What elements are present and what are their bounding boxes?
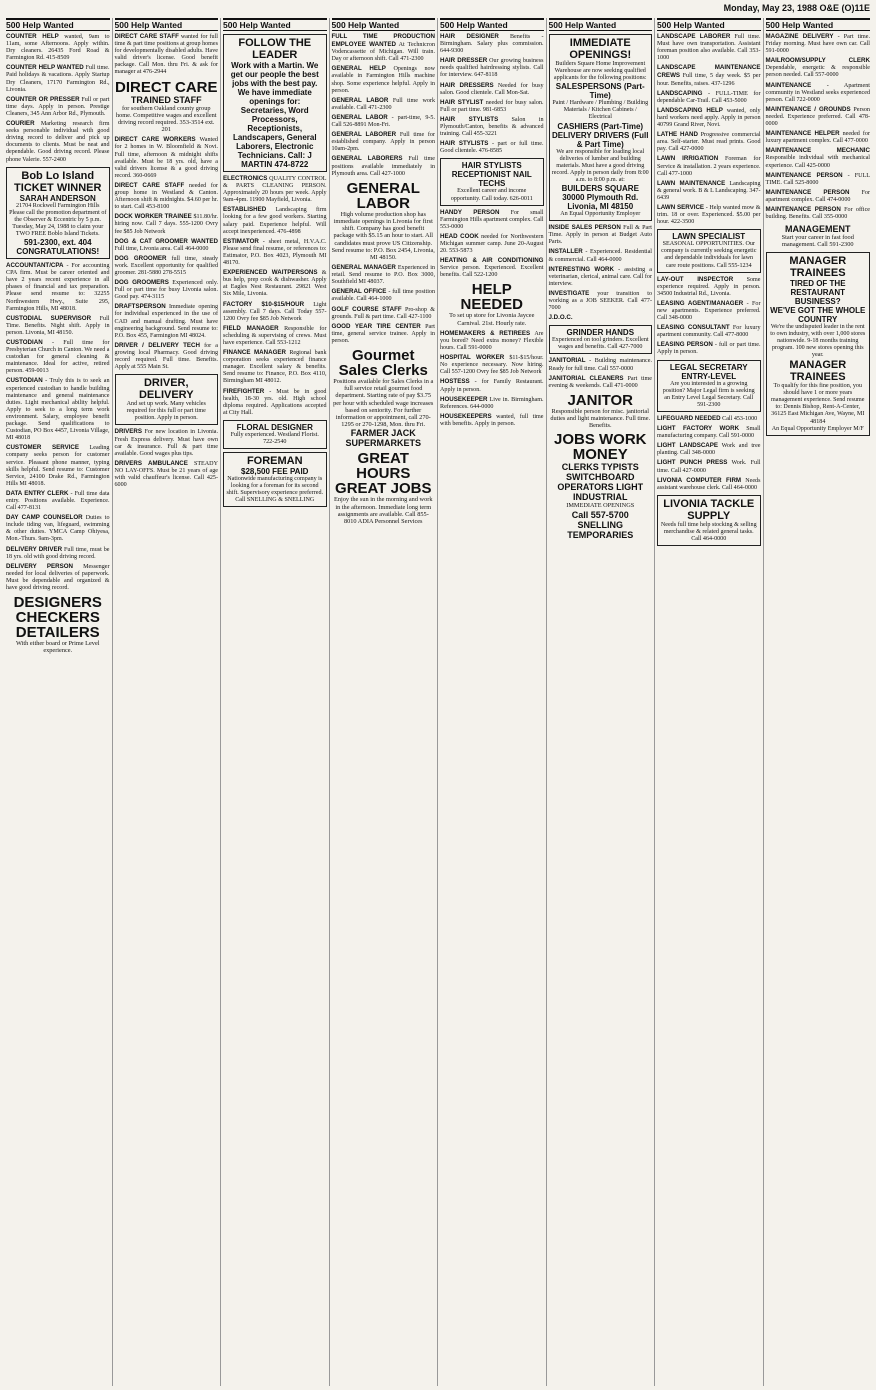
listing: JANITORIAL - Building maintenance. Ready for full time. Call 557-0000 (548, 357, 652, 372)
boxed-ad: LIVONIA TACKLE SUPPLY Needs full time help stocking & selling merchandise & related general tasks. Call 464-0000 (657, 495, 761, 546)
listing: DRIVERS For new location in Livonia. Fresh Express delivery. Must have own car & insurance. Full & part time available. Good wages plus tips. (114, 428, 219, 457)
listing: HAIR STYLISTS - part or full time. Good clientele. 476-8585 (440, 140, 544, 155)
listing: FACTORY $10-$15/HOUR Light assembly. Call 7 days. Call Today 557-1200 Ovry fee $85 Job Network (223, 300, 327, 322)
listing: LIGHT LANDSCAPE Work and tree planting. Call 348-0000 (657, 442, 761, 457)
listing: MAINTENANCE MECHANIC Responsible individual with mechanical experience. Call 425-0000 (765, 147, 870, 169)
listing: LEASING PERSON - full or part time. Apply in person. (657, 341, 761, 356)
manager-trainees-ad: MANAGER TRAINEES TIRED OF THE RESTAURANT BUSINESS? WE'VE GOT THE WHOLE COUNTRY We're the undisputed leader in the rent to own industry, with over 1,000 stores nationwide. 9-18 months training program. 100 new stores opening this year. MANAGER TRAINEES To qualify for this fine position, you should have 1 or more years management experience. Send resume to: Dennis Bishop, Rent-A-Center, 36125 East Michigan Ave, Wayne, MI 48184 An Equal Opportunity Employer M/F (766, 252, 871, 436)
listing: ESTABLISHED Landscaping firm looking for a few good workers. Starting salary paid. Experience helpful. Will accept inexperienced. 476-4898 (223, 206, 327, 235)
listing: MAINTENANCE HELPER needed for luxury apartment complex. Call 477-0000 (765, 130, 870, 145)
listing: DAY CAMP COUNSELOR Duties to include tiding van, lifeguard, swimming & other duties. YMCA Camp Ohiyesa, Mon.-Thurs. 9am-3pm. (6, 514, 110, 543)
listing: CUSTODIAL SUPERVISOR Full Time. Benefits. Night shift. Apply in person. Livonia, MI 48150. (6, 314, 110, 336)
listing: HOMEMAKERS & RETIREES Are you bored? Need extra money? Flexible hours. Call 591-0000 (440, 329, 544, 352)
listing: CUSTODIAN - Truly this is to seek an experienced custodian to handle building maintenance and general maintenance duties. Light mechanical ability helpful. Apply to seek to a long term work environment. Salary, employee benefit package. Send qualifications to Custodian, PO Box 4457, Livonia Village, MI 48018 (6, 377, 110, 442)
boxed-ad: GRINDER HANDS Experienced on tool grinders. Excellent wages and benefits. Call 427-7000 (549, 325, 653, 354)
listing: GENERAL MANAGER Experienced in retail. Send resume to P.O. Box 3000, Southfield MI 48037. (331, 264, 436, 286)
listing: COUNTER HELP wanted, 9am to 11am, some Afternoons. Apply within. Dry cleaners. 26435 Ford Road & Farmington Rd. 415-8509 (6, 33, 110, 62)
listing: HAIR DRESSER Our growing business needs qualified hairdressing stylists. Call for interview. 647-8118 (440, 57, 544, 79)
ticket-winner-box: Bob Lo Island TICKET WINNER SARAH ANDERSON 21704 Rockwell Farmington Hills Please call the promotion department of the Observer & Eccentric by 5 p.m. Tuesday, May 24, 1988 to claim your TWO FREE Boblo Island Tickets. 591-2300, ext. 404 CONGRATULATIONS! (6, 167, 110, 259)
display-ad: GENERAL LABOR High volume production shop has immediate openings in Livonia for first shift. Company has good benefit package with $5.15 an hour to start. All candidates must prove US Citizenship. Send resume to: P.O. Box 2454, Livonia, MI 48150. (331, 179, 435, 261)
listing: HEATING & AIR CONDITIONING Service person. Experienced. Excellent benefits. Call 522-1200 (440, 257, 544, 279)
listing: DOCK WORKER TRAINEE $11.80/hr. hiring now. Call 7 days. 555-1200 Ovry fee $85 Job Network (114, 213, 218, 235)
listing: FULL TIME PRODUCTION EMPLOYEE WANTED At Technicron Vodencassette of Michigan. Will train. Day or afternoon shift. Call 471-2300 (331, 33, 436, 63)
listing: MAINTENANCE / GROUNDS Person needed. Experience preferred. Call 478-0000 (765, 105, 870, 128)
listing: DIRECT CARE STAFF wanted for full time & part time positions at group homes for developmentally disabled adults. Have valid driver's license. Good benefit package. Call Mon. thru Fri. & ask for manager at 476-2944 (114, 33, 218, 76)
boxed-ad: FLORAL DESIGNER Fully experienced. Westland Florist. 722-2540 (223, 420, 327, 449)
listing: DOG GROOMERS Experienced only. Full or part time for busy Livonia salon. Good pay. 474-3115 (114, 279, 218, 301)
listing: LATHE HAND Progressive commercial area. Self-starter. Must read prints. Good pay. Call 427-0000 (657, 131, 761, 153)
listing: FINANCE MANAGER Regional bank corporation seeks experienced finance manager. Excellent salary & benefits. Send resume to: Finance, P.O. Box 4110, Birmingham MI 48012. (223, 349, 327, 385)
boxed-ad: FOLLOW THE LEADER Work with a Martin. We get our people the best jobs with the best pay. We have immediate openings for: Secretaries, Word Processors, Receptionists, Landscapers, General Laborers, Electronic Technicians. Call: J MARTIN 474-8722 (223, 34, 327, 172)
listing: LEASING CONSULTANT For luxury apartment community. Call 477-8000 (657, 324, 761, 339)
listing: ELECTRONICS QUALITY CONTROL & PARTS CLEANING PERSON. Approximately 20 hours per week. Apply 9am-4pm. 11900 Mayfield, Livonia. (223, 175, 327, 204)
listing: HOUSEKEEPERS wanted, full time with benefits. Apply in person. (440, 412, 544, 427)
listing: DRIVER / DELIVERY TECH for a growing local Pharmacy. Good driving record required. Full time. Benefits. Apply at 555 Main St. (114, 341, 218, 371)
column-7 (655, 18, 764, 1386)
listing: DOG & CAT GROOMER WANTED Full time, Livonia area. Call 464-0000 (114, 237, 218, 252)
boxed-ad: LAWN SPECIALIST SEASONAL OPPORTUNITIES. Our company is currently seeking energetic and dependable individuals for lawn care route positions. Call 555-1234 (657, 229, 761, 272)
listing: DOG GROOMER full time, steady work. Excellent opportunity for qualified groomer. 281-5880 278-5515 (114, 254, 218, 276)
listing: JANITORIAL CLEANERS Part time evening & weekends. Call 471-0000 (548, 374, 653, 389)
listing: LAY-OUT INSPECTOR Some experience required. Apply in person. 34500 Industrial Rd., Livonia. (657, 275, 761, 297)
display-ad: JANITOR Responsible person for misc. janitorial duties and light maintenance. Full time. Benefits. (550, 391, 651, 430)
listing: INVESTIGATE your transition to working as a JOB SEEKER. Call 477-7000 (548, 289, 652, 312)
listing: INSTALLER - Experienced. Residential & commercial. Call 464-0000 (548, 248, 652, 263)
listing: HAIR DRESSERS Needed for busy salon. Good clientele. Call Mon-Sat. (440, 81, 544, 96)
display-ad: DIRECT CARE TRAINED STAFF for southern Oakland county group home. Competitive wages and excellent driving record required. 353-3514 ext. 201 (114, 78, 218, 134)
listing: MAGAZINE DELIVERY - Part time. Friday morning. Must have own car. Call 591-0000 (765, 33, 870, 55)
listing: GOOD YEAR TIRE CENTER Part time, general service trainee. Apply in person. (331, 322, 435, 344)
listing: ACCOUNTANT/CPA - For accounting CPA firm. Must be career oriented and have 2 years recent experience in all phases of financial and tax preparation. Please send resume to: 32255 Northwestern Hwy., Suite 295, Farmington Hills, MI 48018. (6, 262, 110, 312)
boxed-ad: HAIR STYLISTS RECEPTIONIST NAIL TECHS Excellent career and income opportunity. Call today. 626-0011 (440, 158, 544, 205)
listing: GENERAL OFFICE - full time position available. Call 464-1000 (331, 288, 436, 303)
listing: HANDY PERSON For small Farmington Hills apartment complex. Call 553-0000 (440, 208, 544, 230)
listing: MAINTENANCE PERSON - FULL TIME. Call 525-8000 (765, 171, 870, 186)
section-head: 500 Help Wanted (115, 18, 219, 31)
listing: LANDSCAPE LABORER Full time. Must have own transportation. Assistant foreman position also available. Call 353-1000 (657, 33, 761, 62)
listing: COUNTER HELP WANTED Full time. Paid holidays & vacations. Apply Startup Dry Cleaners, 17170 Farmington Rd., Livonia. (6, 64, 110, 93)
listing: HOUSEKEEPER Live in. Birmingham. References. 644-0000 (440, 395, 544, 410)
listing: CUSTODIAN - Full time for Presbyterian Church in Canton. We need a custodian for general cleaning & maintenance. Ideal for active, retired person. 459-0013 (6, 339, 110, 375)
column-4 (330, 18, 439, 1386)
column-5 (438, 18, 547, 1386)
classified-columns (4, 18, 872, 1386)
listing: INSIDE SALES PERSON Full & Part Time. Apply in person at Budget Auto Parts. (548, 224, 652, 246)
listing: LANDSCAPE MAINTENANCE CREWS Full time, 5 day week. $5 per hour. Benefits, raises. 437-1296 (657, 64, 761, 87)
listing: LIVONIA COMPUTER FIRM Needs assistant warehouse clerk. Call 464-0000 (657, 476, 761, 491)
display-ad: JOBS WORK MONEY CLERKS TYPISTS SWITCHBOARD OPERATORS LIGHT INDUSTRIAL IMMEDIATE OPENINGS Call 557-5700 SNELLING TEMPORARIES (553, 431, 647, 540)
listing: LANDSCAPING - FULL-TIME for dependable Car-Trail. Call 453-5000 (657, 89, 761, 104)
listing: DIRECT CARE WORKERS Wanted for 2 homes in W. Bloomfield & Novi. Full time, afternoon & midnight shifts available. Must be 18 yrs. old, have a valid drivers license & a good driving record. 360-0669 (114, 136, 218, 179)
listing: MAILROOM/SUPPLY CLERK Dependable, energetic & responsible person needed. Call 557-0000 (765, 57, 870, 79)
section-head: 500 Help Wanted (549, 18, 653, 31)
listing: LAWN SERVICE - Help wanted mow & trim. 18 or over. Experienced. $5.00 per hour. 422-3500 (657, 203, 761, 226)
listing: LIGHT FACTORY WORK Small manufacturing company. Call 591-0000 (657, 425, 761, 440)
listing: DATA ENTRY CLERK - Full time data entry. Positions available. Experience. Call 477-8131 (6, 489, 110, 512)
listing: FIREFIGHTER - Must be in good health, 18-30 yrs. old. High school diploma required. Applications accepted at City Hall. (223, 387, 327, 416)
listing: GENERAL LABORER Full time for established company. Apply in person 10am-2pm. (331, 131, 436, 153)
listing: LEASING AGENT/MANAGER - For new apartments. Experience preferred. Call 348-0000 (657, 299, 761, 322)
listing: HOSPITAL WORKER $11-$15/hour. No experience necessary. Now hiring. Call 557-1200 Ovry fee $85 Job Network (440, 354, 544, 376)
listing: LIFEGUARD NEEDED Call 453-1000 (657, 414, 758, 422)
listing: INTERESTING WORK - assisting a veterinarian, clerical, animal care. Call for interview. (548, 265, 652, 287)
listing: HAIR DESIGNER Benefits - Birmingham. Salary plus commission. 644-9300 (440, 33, 544, 55)
listing: DELIVERY PERSON Messenger needed for local deliveries of paperwork. Must be dependable and organized & have good driving record. (6, 562, 110, 591)
boxed-ad: DRIVER, DELIVERY And set up work. Many vehicles required for this full or part time position. Apply in person. (115, 374, 219, 425)
listing: HOSTESS - for Family Restaurant. Apply in person. (440, 378, 544, 393)
display-ad: HELP NEEDED To set up store for Livonia Jaycee Carnival. 21st. Hourly rate. (449, 281, 535, 327)
column-8 (764, 18, 873, 1386)
masthead: Monday, May 23, 1988 O&E (O)11E (723, 3, 870, 13)
listing: LAWN IRRIGATION Foreman for Service & installation. 2 years experience. Call 477-1000 (657, 155, 761, 177)
boxed-ad: IMMEDIATE OPENINGS! Builders Square Home Improvement Warehouse are now seeking qualified applicants for the following positions: SALESPERSONS (Part-Time) Paint / Hardware / Plumbing / Building Materials / Kitchen Cabinets / Electrical CASHIERS (Part-Time) DELIVERY DRIVERS (Full & Part Time) We are responsible for loading local deliveries of lumber and building materials. Must have a good driving record. Apply in person daily from 8:00 a.m. to 8:00 p.m. at: BUILDERS SQUARE 30000 Plymouth Rd. Livonia, MI 48150 An Equal Opportunity Employer (549, 34, 653, 221)
column-1 (4, 18, 113, 1386)
column-3 (221, 18, 330, 1386)
listing: GENERAL LABOR Full time work available. Call 471-2300 (331, 96, 435, 111)
display-ad: DESIGNERS CHECKERS DETAILERS With either board or Prime Level experience. (13, 594, 102, 655)
listing: DIRECT CARE STAFF needed for group home in Westland & Canton. Afternoon shift & midnights. $4.60 per hr. to start. Call 453-8100 (114, 181, 218, 211)
section-head: 500 Help Wanted (332, 18, 436, 31)
listing: COUNTER OR PRESSER Full or part time days. Apply in person. Prestige Cleaners, 345 Ann Arbor Rd., Plymouth. (6, 95, 110, 117)
listing: HEAD COOK needed for Northwestern Michigan summer camp. June 20-August 20. 553-5873 (440, 232, 544, 255)
boxed-ad: FOREMAN $28,500 FEE PAID Nationwide manufacturing company is looking for a foreman for its second shift. Supervisory experience preferred. Call SNELLING & SNELLING (223, 452, 327, 507)
section-head: 500 Help Wanted (766, 18, 871, 31)
listing: DRAFTSPERSON Immediate opening for individual experienced in the use of CAD and manual drafting. Must have engineering background. Send resume to: P.O. Box 455, Farmington MI 48024. (114, 303, 218, 339)
listing: LANDSCAPING HELP wanted, only hard workers need apply. Apply in person 40799 Grand River, Novi. (657, 106, 761, 129)
listing: GENERAL LABOR - part-time, 9-5. Call 526-8891 Mon-Fri. (331, 113, 435, 129)
listing: EXPERIENCED WAITPERSONS & bus help, prep cook & dishwasher. Apply at Eagles Nest Restaurant. 29821 West Six Mile, Livonia. (223, 269, 327, 298)
listing: GENERAL LABORERS Full time positions available immediately in Plymouth area. Call 427-1000 (331, 155, 435, 177)
display-ad: MANAGEMENT Start your career in fast food management. Call 591-2300 (781, 224, 854, 249)
section-head: 500 Help Wanted (440, 18, 544, 31)
section-head: 500 Help Wanted (657, 18, 761, 31)
listing: LIGHT PUNCH PRESS Work. Full time. Call 427-0000 (657, 459, 761, 474)
column-2 (113, 18, 222, 1386)
listing: LAWN MAINTENANCE Landscaping & general work. B & L Landscaping. 347-6439 (657, 179, 761, 201)
listing: HAIR STYLISTS Salon in Plymouth/Canton, benefits & advanced training. Call 455-3221 (440, 115, 544, 138)
listing: DELIVERY DRIVER Full time, must be 18 yrs. old with good driving record. (6, 545, 110, 560)
listing: GOLF COURSE STAFF Pro-shop & grounds. Full & part time. Call 427-1100 (331, 305, 435, 320)
section-head: 500 Help Wanted (223, 18, 327, 31)
column-6 (547, 18, 656, 1386)
listing: MAINTENANCE PERSON For office building. Benefits. Call 355-0000 (765, 205, 870, 221)
listing: J.D.O.C. (548, 314, 573, 322)
display-ad: GREAT HOURS GREAT JOBS Enjoy the sun in the morning and work in the afternoon. Immediate long term assignments are available. Call 855-8010 ADIA Personnel Services (334, 450, 433, 526)
listing: MAINTENANCE PERSON For apartment complex. Call 474-0000 (765, 188, 870, 203)
listing: COURIER Marketing research firm seeks personable individual with good driving record to deliver and pick up documents to clients. Must be neat and dependable. Good driving record. Please phone Valerie. 557-2400 (6, 120, 110, 163)
section-head: 500 Help Wanted (6, 18, 110, 31)
display-ad: Gourmet Sales Clerks Positions available for Sales Clerks in a full service retail gourmet food department. Starting rate of pay $3.75 per hour with scheduled wage increases based on seniority. For further information or appointment, call 270-1295 or 270-1298, Mon. thru Fri. FARMER JACK SUPERMARKETS (333, 347, 434, 449)
listing: HAIR STYLIST needed for busy salon. Full or part time. 981-6853 (440, 98, 544, 113)
boxed-ad: LEGAL SECRETARY ENTRY-LEVEL Are you interested in a growing position? Major Legal firm is seeking an Entry Level Legal Secretary. Call 591-2300 (657, 360, 761, 412)
listing: MAINTENANCE - Apartment community in Westland seeks experienced person. Call 722-0000 (765, 81, 870, 103)
listing: DRIVERS AMBULANCE STEADY NO LAY-OFFS. Must be 21 years of age with valid chauffeur's license. Call 425-6000 (114, 459, 218, 489)
listing: ESTIMATOR - sheet metal, H.V.A.C. Please send final resume, or references to: Estimator, P.O. Box 4023, Plymouth MI 48170. (223, 237, 327, 267)
listing: GENERAL HELP Openings now available in Farmington Hills machine shop. Some experience helpful. Apply in person. (331, 65, 435, 94)
listing: FIELD MANAGER Responsible for scheduling & supervising of crews. Must have experience. Call 553-1212 (223, 324, 327, 346)
listing: CUSTOMER SERVICE Leading company seeks person for customer service. Pleasant phone manner, typing skills helpful. Send resume to: Customer Service, 24100 Drake Rd., Farmington Hills MI 48018. (6, 444, 110, 487)
